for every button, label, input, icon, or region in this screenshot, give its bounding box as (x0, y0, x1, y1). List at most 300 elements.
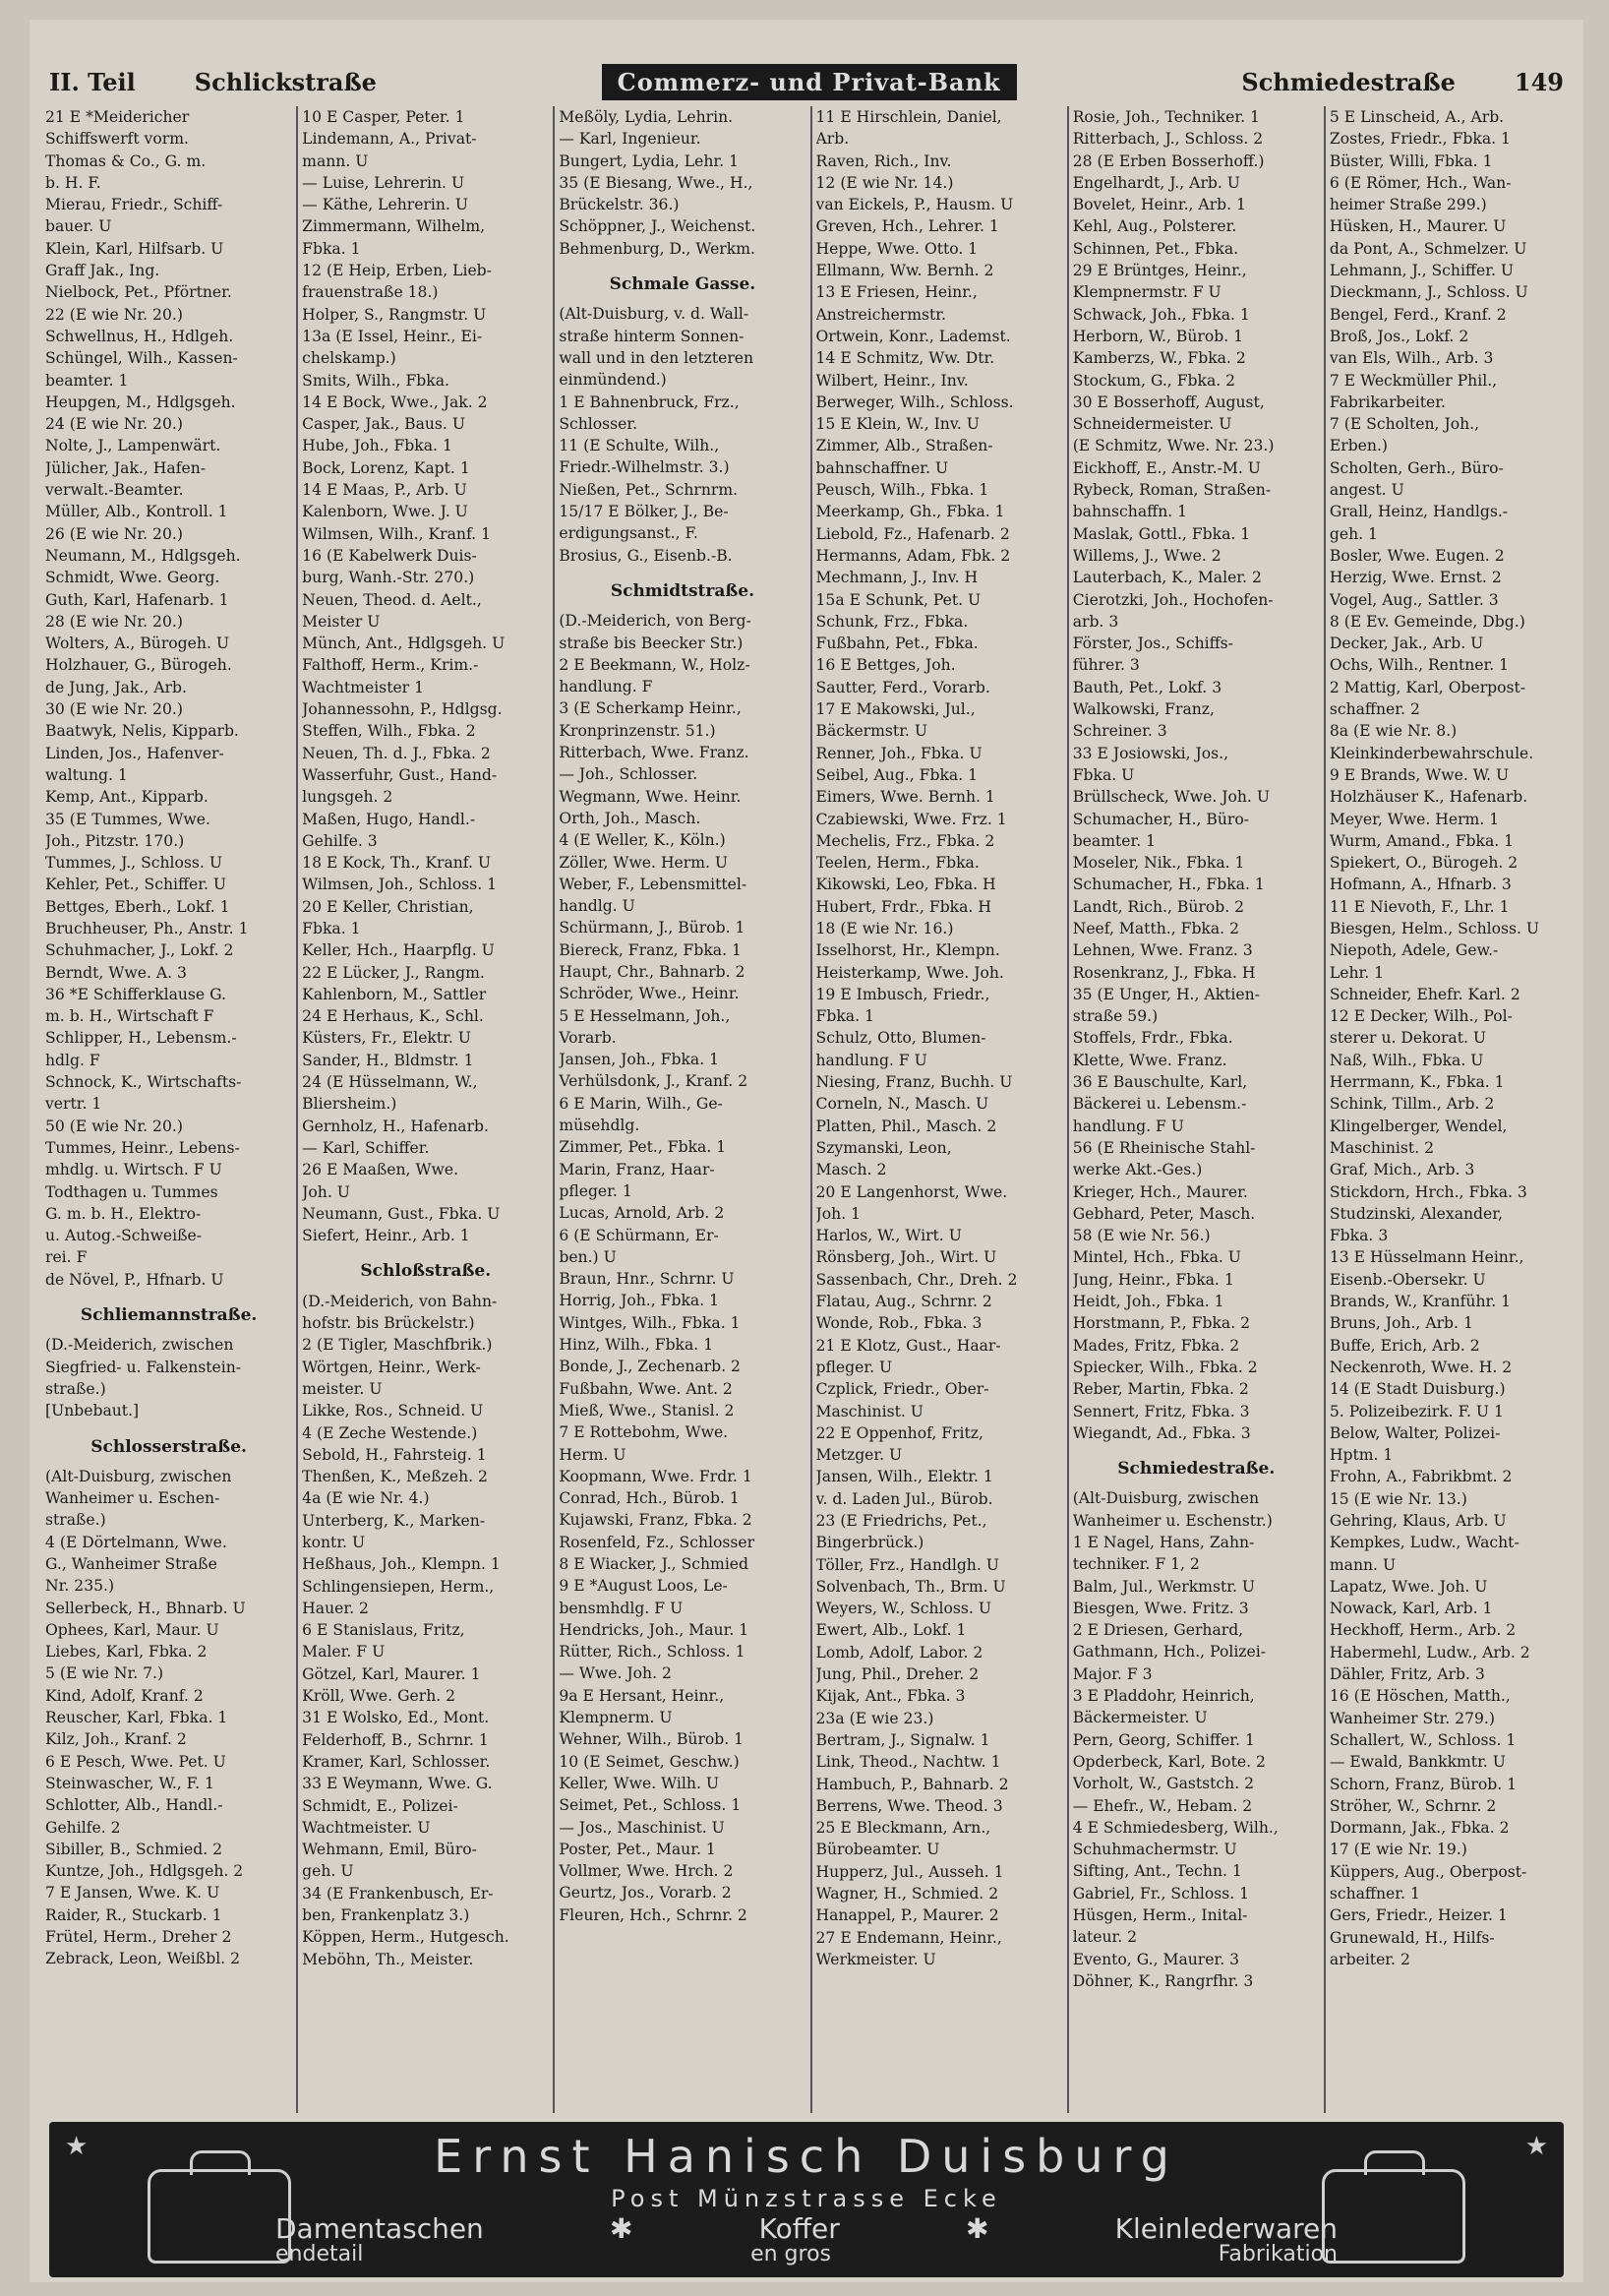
directory-entry: 22 E Oppenhof, Fritz, (815, 1423, 983, 1442)
directory-entry: Steffen, Wilh., Fbka. 2 (302, 722, 476, 741)
directory-entry: Tummes, Heinr., Lebens- (45, 1138, 240, 1157)
directory-entry: Schlotter, Alb., Handl.- (45, 1796, 223, 1815)
directory-entry: Meerkamp, Gh., Fbka. 1 (815, 503, 1005, 521)
directory-entry: Bäckermstr. U (815, 722, 927, 741)
directory-entry: Bürobeamter. U (815, 1841, 940, 1859)
directory-entry: Zebrack, Leon, Weißbl. 2 (45, 1950, 241, 1968)
directory-entry: Fbka. 1 (302, 919, 361, 937)
directory-entry: Hüsgen, Herm., Inital- (1072, 1906, 1248, 1925)
directory-entry: vertr. 1 (45, 1095, 102, 1114)
directory-entry: Gers, Friedr., Heizer. 1 (1329, 1906, 1508, 1925)
directory-entry: Eickhoff, E., Anstr.-M. U (1072, 458, 1261, 477)
directory-entry: straße bis Beecker Str.) (559, 634, 744, 652)
directory-entry: Frütel, Herm., Dreher 2 (45, 1928, 232, 1947)
directory-entry: Fleuren, Hch., Schrnr. 2 (559, 1905, 747, 1924)
directory-entry: 50 (E wie Nr. 20.) (45, 1117, 183, 1135)
directory-entry: Kuntze, Joh., Hdlgsgeh. 2 (45, 1862, 244, 1881)
directory-entry: Förster, Jos., Schiffs- (1072, 634, 1233, 653)
directory-entry: 2 E Beekmann, W., Holz- (559, 655, 750, 674)
directory-entry: chelskamp.) (302, 349, 396, 368)
column-6 (1324, 106, 1580, 2113)
directory-entry: (D.-Meiderich, von Bahn- (302, 1292, 498, 1310)
directory-entry: Peusch, Wilh., Fbka. 1 (815, 481, 989, 500)
directory-entry: Vorarb. (559, 1028, 617, 1047)
directory-entry: ben.) U (559, 1247, 617, 1266)
directory-entry: Bovelet, Heinr., Arb. 1 (1072, 196, 1246, 214)
directory-entry: — Ewald, Bankkmtr. U (1329, 1753, 1506, 1772)
directory-entry: Evento, G., Maurer. 3 (1072, 1950, 1240, 1968)
directory-entry: Lapatz, Wwe. Joh. U (1329, 1577, 1488, 1596)
directory-entry: Arb. (815, 130, 850, 149)
directory-entry: Raider, R., Stuckarb. 1 (45, 1905, 222, 1924)
directory-entry: Schwack, Joh., Fbka. 1 (1072, 305, 1250, 324)
directory-entry: Masch. 2 (815, 1161, 887, 1179)
directory-entry: Wolters, A., Bürogeh. U (45, 634, 229, 653)
directory-entry: Maler. F U (302, 1643, 386, 1662)
directory-entry: Fbka. U (1072, 765, 1135, 784)
directory-entry: Raven, Rich., Inv. (815, 151, 952, 170)
directory-entry: 25 E Bleckmann, Arn., (815, 1819, 991, 1838)
directory-entry: 20 E Keller, Christian, (302, 897, 474, 916)
directory-entry: Hube, Joh., Fbka. 1 (302, 437, 452, 455)
directory-entry: Koopmann, Wwe. Frdr. 1 (559, 1467, 752, 1485)
directory-entry: Corneln, N., Masch. U (815, 1095, 989, 1114)
directory-entry: 15 (E wie Nr. 13.) (1329, 1489, 1467, 1508)
directory-entry: Nolte, J., Lampenwärt. (45, 437, 221, 455)
directory-entry: 5 E Hesselmann, Joh., (559, 1006, 731, 1025)
directory-entry: da Pont, A., Schmelzer. U (1329, 239, 1527, 258)
directory-entry: 13 E Friesen, Heinr., (815, 283, 978, 302)
directory-entry: Brosius, G., Eisenb.-B. (559, 546, 733, 565)
directory-entry: Schumacher, H., Büro- (1072, 810, 1250, 828)
directory-entry: 6 (E Schürmann, Er- (559, 1226, 719, 1244)
directory-entry: Neef, Matth., Fbka. 2 (1072, 919, 1240, 937)
directory-entry: handlung. F U (1072, 1117, 1184, 1135)
column-5 (1067, 106, 1324, 2113)
directory-entry: Gehilfe. 2 (45, 1818, 121, 1837)
ad-company-name: Ernst Hanisch Duisburg (434, 2130, 1179, 2183)
directory-entry: Kehl, Aug., Polsterer. (1072, 217, 1237, 236)
directory-entry: Büster, Willi, Fbka. 1 (1329, 151, 1493, 170)
directory-entry: Hendricks, Joh., Maur. 1 (559, 1620, 749, 1639)
directory-entry: Mechmann, J., Inv. H (815, 569, 979, 587)
directory-entry: — Jos., Maschinist. U (559, 1818, 725, 1837)
ad-product-left: Damentaschen (275, 2212, 484, 2245)
directory-entry: 6 E Stanislaus, Fritz, (302, 1621, 465, 1640)
directory-entry: Poster, Pet., Maur. 1 (559, 1840, 716, 1858)
directory-entry: 22 E Lücker, J., Rangm. (302, 963, 485, 982)
directory-entry: burg, Wanh.-Str. 270.) (302, 569, 475, 587)
directory-entry: Bäckerei u. Lebensm.- (1072, 1095, 1247, 1114)
directory-entry: de Jung, Jak., Arb. (45, 678, 187, 696)
directory-entry: 4 E Schmiedesberg, Wilh., (1072, 1818, 1279, 1837)
directory-entry: Liebold, Fz., Hafenarb. 2 (815, 524, 1010, 543)
ad-product-middle: Koffer (758, 2212, 840, 2245)
directory-entry: Schröder, Wwe., Heinr. (559, 985, 740, 1003)
directory-entry: 18 (E wie Nr. 16.) (815, 919, 954, 937)
directory-entry: Mechelis, Frz., Fbka. 2 (815, 831, 995, 850)
directory-entry: Wurm, Amand., Fbka. 1 (1329, 831, 1515, 850)
directory-entry: Herrmann, K., Fbka. 1 (1329, 1073, 1505, 1092)
directory-columns (41, 106, 1580, 2113)
directory-entry: 20 E Langenhorst, Wwe. (815, 1182, 1008, 1201)
directory-entry: straße hinterm Sonnen- (559, 327, 745, 345)
directory-entry: Scholten, Gerh., Büro- (1329, 458, 1504, 477)
directory-entry: Rosenfeld, Fz., Schlosser (559, 1533, 755, 1551)
directory-entry: Müller, Alb., Kontroll. 1 (45, 503, 228, 521)
directory-entry: Heppe, Wwe. Otto. 1 (815, 239, 979, 258)
directory-entry: 35 (E Biesang, Wwe., H., (559, 173, 753, 192)
directory-entry: Keller, Hch., Haarpflg. U (302, 941, 495, 960)
directory-entry: 28 (E wie Nr. 20.) (45, 612, 183, 631)
directory-entry: 4 (E Zeche Westende.) (302, 1423, 478, 1442)
directory-entry: Teelen, Herm., Fbka. (815, 854, 980, 873)
directory-entry: Heidt, Joh., Fbka. 1 (1072, 1293, 1224, 1311)
directory-entry: Kronprinzenstr. 51.) (559, 721, 716, 740)
directory-entry: Brüllscheck, Wwe. Joh. U (1072, 788, 1270, 807)
directory-entry: Jansen, Joh., Fbka. 1 (559, 1051, 720, 1069)
directory-entry: Maslak, Gottl., Fbka. 1 (1072, 524, 1251, 543)
directory-entry: straße 59.) (1072, 1007, 1159, 1026)
directory-entry: Bungert, Lydia, Lehr. 1 (559, 151, 740, 170)
directory-entry: Johannessohn, P., Hdlgsg. (302, 700, 503, 719)
directory-entry: Lauterbach, K., Maler. 2 (1072, 569, 1262, 587)
directory-entry: Orth, Joh., Masch. (559, 809, 701, 827)
directory-entry: Wanheimer u. Eschenstr.) (1072, 1511, 1273, 1530)
directory-entry: Graff Jak., Ing. (45, 262, 160, 280)
directory-entry: 16 E Bettges, Joh. (815, 656, 956, 675)
directory-entry: Mierau, Friedr., Schiff- (45, 196, 223, 214)
directory-entry: Horrig, Joh., Fbka. 1 (559, 1292, 720, 1310)
directory-entry: Fbka. 1 (815, 1007, 874, 1026)
directory-entry: Lehnen, Wwe. Franz. 3 (1072, 941, 1253, 960)
directory-entry: Broß, Jos., Lokf. 2 (1329, 327, 1469, 345)
directory-entry: Sautter, Ferd., Vorarb. (815, 678, 990, 696)
directory-entry: Spiekert, O., Bürogeh. 2 (1329, 854, 1519, 873)
directory-entry: Joh., Pitzstr. 170.) (45, 831, 185, 850)
directory-entry: 15a E Schunk, Pet. U (815, 590, 982, 609)
directory-entry: Brückelstr. 36.) (559, 196, 680, 214)
directory-entry: 33 E Josiowski, Jos., (1072, 744, 1229, 762)
directory-entry: Heupgen, M., Hdlgsgeh. (45, 393, 236, 411)
directory-entry: Siefert, Heinr., Arb. 1 (302, 1227, 470, 1245)
directory-entry: — Ehefr., W., Hebam. 2 (1072, 1796, 1253, 1815)
directory-entry: Studzinski, Alexander, (1329, 1204, 1503, 1223)
directory-entry: straße.) (45, 1511, 106, 1530)
directory-entry: 7 E Weckmüller Phil., (1329, 371, 1498, 390)
directory-entry: Geurtz, Jos., Vorarb. 2 (559, 1884, 732, 1903)
directory-entry: Greven, Hch., Lehrer. 1 (815, 217, 999, 236)
directory-entry: Schmidt, E., Polizei- (302, 1796, 458, 1815)
directory-entry: Rybeck, Roman, Straßen- (1072, 481, 1272, 500)
directory-entry: Moseler, Nik., Fbka. 1 (1072, 854, 1245, 873)
directory-entry: Unterberg, K., Marken- (302, 1511, 486, 1530)
directory-entry: 16 (E Höschen, Matth., (1329, 1687, 1511, 1706)
directory-entry: Link, Theod., Nachtw. 1 (815, 1753, 1001, 1772)
directory-entry: Schlipper, H., Lebensm.- (45, 1029, 237, 1048)
directory-entry: 9 E Brands, Wwe. W. U (1329, 765, 1510, 784)
column-2 (296, 106, 553, 2113)
directory-entry: Reber, Martin, Fbka. 2 (1072, 1380, 1249, 1399)
directory-entry: Holzhäuser K., Hafenarb. (1329, 788, 1528, 807)
directory-entry: — Karl, Schiffer. (302, 1138, 430, 1157)
ad-separator-icon: ✱ (965, 2212, 989, 2245)
directory-entry: Holper, S., Rangmstr. U (302, 305, 487, 324)
directory-entry: Metzger. U (815, 1446, 903, 1465)
directory-entry: Haupt, Chr., Bahnarb. 2 (559, 962, 745, 981)
directory-entry: Joh. 1 (815, 1204, 862, 1223)
directory-entry: Kijak, Ant., Fbka. 3 (815, 1687, 966, 1706)
directory-entry: Below, Walter, Polizei- (1329, 1423, 1501, 1442)
directory-entry: 9 E *August Loos, Le- (559, 1577, 728, 1596)
directory-entry: schaffner. 2 (1329, 700, 1420, 719)
directory-entry: 56 (E Rheinische Stahl- (1072, 1138, 1256, 1157)
directory-entry: Wilmsen, Joh., Schloss. 1 (302, 876, 498, 894)
directory-entry: Liebes, Karl, Fbka. 2 (45, 1643, 208, 1662)
directory-entry: kontr. U (302, 1534, 366, 1551)
directory-entry: Grunewald, H., Hilfs- (1329, 1928, 1495, 1947)
directory-entry: straße.) (45, 1379, 106, 1398)
directory-entry: bahnschaffn. 1 (1072, 503, 1188, 521)
directory-entry: 26 E Maaßen, Wwe. (302, 1161, 459, 1179)
directory-entry: bahnschaffner. U (815, 458, 949, 477)
directory-entry: 14 E Schmitz, Ww. Dtr. (815, 349, 995, 368)
directory-entry: Buffe, Erich, Arb. 2 (1329, 1336, 1480, 1355)
directory-entry: 17 E Makowski, Jul., (815, 700, 976, 719)
directory-entry: Mieß, Wwe., Stanisl. 2 (559, 1401, 735, 1420)
directory-entry: 36 E Bauschulte, Karl, (1072, 1073, 1248, 1092)
directory-entry: Wintges, Wilh., Fbka. 1 (559, 1313, 741, 1332)
directory-entry: Kalenborn, Wwe. J. U (302, 503, 468, 521)
directory-entry: 4 (E Weller, K., Köln.) (559, 831, 726, 850)
directory-entry: Smits, Wilh., Fbka. (302, 371, 449, 390)
directory-entry: Wonde, Rob., Fbka. 3 (815, 1314, 983, 1333)
directory-entry: Hauer. 2 (302, 1599, 369, 1617)
directory-entry: 15/17 E Bölker, J., Be- (559, 503, 729, 521)
directory-entry: Nielbock, Pet., Pförtner. (45, 283, 232, 302)
directory-entry: Jülicher, Jak., Hafen- (45, 458, 207, 477)
directory-entry: 8 (E Ev. Gemeinde, Dbg.) (1329, 612, 1525, 631)
directory-entry: Falthoff, Herm., Krim.- (302, 656, 479, 675)
directory-entry: 30 E Bosserhoff, August, (1072, 393, 1265, 411)
directory-entry: Maschinist. U (815, 1402, 924, 1420)
directory-entry: 35 (E Unger, H., Aktien- (1072, 985, 1260, 1003)
directory-entry: Wachtmeister 1 (302, 678, 425, 696)
directory-entry: v. d. Laden Jul., Bürob. (815, 1489, 993, 1508)
column-1 (41, 106, 296, 2113)
page-header (49, 59, 1564, 104)
directory-entry: Kilz, Joh., Kranf. 2 (45, 1730, 187, 1749)
directory-entry: Friedr.-Wilhelmstr. 3.) (559, 458, 730, 477)
directory-entry: Sennert, Fritz, Fbka. 3 (1072, 1402, 1250, 1420)
directory-entry: 21 E Klotz, Gust., Haar- (815, 1336, 1001, 1355)
directory-entry: Ortwein, Konr., Lademst. (815, 327, 1011, 345)
directory-entry: mhdlg. u. Wirtsch. F U (45, 1161, 222, 1179)
directory-entry: Harlos, W., Wirt. U (815, 1227, 962, 1245)
directory-entry: 24 (E Hüsselmann, W., (302, 1073, 478, 1092)
directory-entry: Küsters, Fr., Elektr. U (302, 1029, 471, 1048)
directory-entry: angest. U (1329, 481, 1404, 500)
directory-entry: arbeiter. 2 (1329, 1950, 1410, 1968)
directory-entry: Schiffswerft vorm. (45, 130, 189, 149)
directory-entry: Lomb, Adolf, Labor. 2 (815, 1643, 983, 1662)
directory-entry: Heisterkamp, Wwe. Joh. (815, 963, 1004, 982)
column-4 (810, 106, 1067, 2113)
directory-entry: 8a (E wie Nr. 8.) (1329, 722, 1458, 741)
directory-entry: (D.-Meiderich, von Berg- (559, 612, 751, 631)
directory-entry: Küppers, Aug., Oberpost- (1329, 1862, 1527, 1881)
directory-entry: Fbka. 3 (1329, 1227, 1389, 1245)
directory-entry: Schmidt, Wwe. Georg. (45, 569, 220, 587)
directory-entry: Nowack, Karl, Arb. 1 (1329, 1600, 1493, 1618)
directory-entry: Lindemann, A., Privat- (302, 130, 477, 149)
directory-entry: Maschinist. 2 (1329, 1138, 1435, 1157)
directory-entry: Wasserfuhr, Gust., Hand- (302, 765, 498, 784)
directory-entry: Hermanns, Adam, Fbk. 2 (815, 546, 1011, 565)
directory-entry: Hofmann, A., Hfnarb. 3 (1329, 876, 1512, 894)
directory-entry: Gehilfe. 3 (302, 831, 378, 850)
directory-entry: Felderhoff, B., Schrnr. 1 (302, 1730, 489, 1749)
directory-entry: 1 E Nagel, Hans, Zahn- (1072, 1534, 1255, 1551)
directory-entry: 17 (E wie Nr. 19.) (1329, 1841, 1467, 1859)
directory-page (30, 20, 1583, 2282)
bank-banner: Commerz- und Privat-Bank (602, 64, 1017, 100)
directory-entry: Kamberzs, W., Fbka. 2 (1072, 349, 1246, 368)
directory-entry: (Alt-Duisburg, v. d. Wall- (559, 305, 749, 324)
directory-entry: Ophees, Karl, Maur. U (45, 1620, 219, 1639)
directory-entry: Gabriel, Fr., Schloss. 1 (1072, 1884, 1250, 1903)
directory-entry: 14 E Maas, P., Arb. U (302, 481, 467, 500)
directory-entry: Zimmer, Pet., Fbka. 1 (559, 1138, 727, 1157)
directory-entry: 2 (E Tigler, Maschfbrik.) (302, 1336, 493, 1355)
directory-entry: 3 (E Scherkamp Heinr., (559, 699, 742, 718)
directory-entry: Neuen, Theod. d. Aelt., (302, 590, 482, 609)
directory-entry: Linden, Jos., Hafenver- (45, 744, 224, 762)
directory-entry: Meßöly, Lydia, Lehrin. (559, 108, 734, 126)
directory-entry: ben, Frankenplatz 3.) (302, 1906, 470, 1925)
directory-entry: Bliersheim.) (302, 1095, 397, 1114)
directory-entry: Seimet, Pet., Schloss. 1 (559, 1796, 742, 1815)
directory-entry: Schwellnus, H., Hdlgeh. (45, 327, 234, 345)
directory-entry: 6 (E Römer, Hch., Wan- (1329, 173, 1512, 192)
directory-entry: Schüngel, Wilh., Kassen- (45, 349, 238, 368)
directory-entry: Vogel, Aug., Sattler. 3 (1329, 590, 1499, 609)
directory-entry: hdlg. F (45, 1051, 100, 1069)
directory-entry: Schinnen, Pet., Fbka. (1072, 239, 1239, 258)
directory-entry: Verhülsdonk, J., Kranf. 2 (559, 1072, 748, 1091)
directory-entry: Biesgen, Helm., Schloss. U (1329, 919, 1540, 937)
directory-entry: 3 E Pladdohr, Heinrich, (1072, 1687, 1255, 1706)
directory-entry: 5. Polizeibezirk. F. U 1 (1329, 1402, 1504, 1420)
directory-entry: Schuhmachermstr. U (1072, 1841, 1237, 1859)
directory-entry: handlung. F (559, 678, 653, 696)
directory-entry: Naß, Wilh., Fbka. U (1329, 1051, 1484, 1069)
directory-entry: Hupperz, Jul., Ausseh. 1 (815, 1862, 1004, 1881)
directory-entry: Anstreichermstr. (815, 305, 946, 324)
directory-entry: Herzig, Wwe. Ernst. 2 (1329, 569, 1502, 587)
directory-entry: Mintel, Hch., Fbka. U (1072, 1248, 1241, 1267)
directory-entry: de Növel, P., Hfnarb. U (45, 1270, 224, 1289)
directory-entry: Fußbahn, Pet., Fbka. (815, 634, 979, 653)
directory-entry: Jung, Phil., Dreher. 2 (815, 1665, 980, 1684)
street-heading: Schmidtstraße. (610, 580, 755, 601)
directory-entry: Grall, Heinz, Handlgs.- (1329, 503, 1509, 521)
directory-entry: van Els, Wilh., Arb. 3 (1329, 349, 1494, 368)
directory-entry: Schink, Tillm., Arb. 2 (1329, 1095, 1495, 1114)
directory-entry: Meister U (302, 612, 381, 631)
directory-entry: Schneider, Ehefr. Karl. 2 (1329, 985, 1520, 1003)
directory-entry: (Alt-Duisburg, zwischen (1072, 1489, 1260, 1508)
directory-entry: Krieger, Hch., Maurer. (1072, 1182, 1248, 1201)
suitcase-icon (1322, 2169, 1465, 2264)
directory-entry: Schlosser. (559, 414, 638, 433)
directory-entry: Bingerbrück.) (815, 1534, 924, 1552)
directory-entry: Münch, Ant., Hdlgsgeh. U (302, 634, 506, 653)
directory-entry: schaffner. 1 (1329, 1885, 1420, 1903)
directory-entry: Bosler, Wwe. Eugen. 2 (1329, 546, 1505, 565)
directory-entry: Werkmeister. U (815, 1950, 936, 1968)
directory-entry: 23 (E Friedrichs, Pet., (815, 1512, 987, 1530)
directory-entry: 11 E Nievoth, F., Lhr. 1 (1329, 897, 1510, 916)
directory-entry: Neckenroth, Wwe. H. 2 (1329, 1358, 1513, 1376)
directory-entry: Kahlenborn, M., Sattler (302, 985, 487, 1003)
directory-entry: waltung. 1 (45, 765, 128, 784)
directory-entry: Wehner, Wilh., Bürob. 1 (559, 1730, 745, 1749)
directory-entry: Töller, Frz., Handlgh. U (815, 1555, 999, 1574)
directory-entry: Marin, Franz, Haar- (559, 1160, 715, 1178)
right-street-heading: Schmiedestraße (1241, 67, 1456, 96)
handbag-icon (148, 2169, 291, 2264)
directory-entry: Kind, Adolf, Kranf. 2 (45, 1686, 204, 1705)
directory-entry: Thenßen, K., Meßzeh. 2 (302, 1468, 488, 1486)
directory-entry: Niepoth, Adele, Gew.- (1329, 941, 1499, 960)
directory-entry: Döhner, K., Rangrfhr. 3 (1072, 1971, 1254, 1990)
directory-entry: Jansen, Wilh., Elektr. 1 (815, 1468, 993, 1486)
directory-entry: 24 (E wie Nr. 20.) (45, 415, 183, 434)
directory-entry: Brands, W., Kranführ. 1 (1329, 1293, 1512, 1311)
directory-entry: Wanheimer Str. 279.) (1329, 1709, 1495, 1727)
directory-entry: Hptm. 1 (1329, 1446, 1394, 1465)
directory-entry: Holzhauer, G., Bürogeh. (45, 656, 232, 675)
directory-entry: Bengel, Ferd., Kranf. 2 (1329, 305, 1507, 324)
directory-entry: Schulz, Otto, Blumen- (815, 1029, 986, 1048)
directory-entry: 18 E Kock, Th., Kranf. U (302, 854, 492, 873)
directory-entry: beamter. 1 (1072, 831, 1157, 850)
directory-entry: Tummes, J., Schloss. U (45, 854, 222, 873)
directory-entry: Bettges, Eberh., Lokf. 1 (45, 897, 230, 916)
directory-entry: Graf, Mich., Arb. 3 (1329, 1161, 1475, 1179)
street-heading: Schliemannstraße. (80, 1305, 258, 1326)
directory-entry: Gernholz, H., Hafenarb. (302, 1117, 489, 1135)
directory-entry: Ströher, W., Schrnr. 2 (1329, 1796, 1497, 1815)
directory-entry: 7 (E Scholten, Joh., (1329, 415, 1480, 434)
directory-entry: Engelhardt, J., Arb. U (1072, 173, 1240, 192)
directory-entry: Thomas & Co., G. m. (45, 151, 207, 170)
directory-entry: Rosie, Joh., Techniker. 1 (1072, 108, 1260, 126)
directory-entry: Schunk, Frz., Fbka. (815, 612, 969, 631)
directory-entry: Gathmann, Hch., Polizei- (1072, 1643, 1267, 1662)
directory-entry: [Unbebaut.] (45, 1402, 140, 1420)
directory-entry: Wagner, H., Schmied. 2 (815, 1885, 999, 1903)
directory-entry: 34 (E Frankenbusch, Er- (302, 1884, 494, 1903)
directory-entry: Klein, Karl, Hilfsarb. U (45, 239, 224, 258)
directory-entry: Neumann, Gust., Fbka. U (302, 1204, 501, 1223)
directory-entry: (Alt-Duisburg, zwischen (45, 1467, 232, 1485)
directory-entry: Wanheimer u. Eschen- (45, 1489, 220, 1508)
directory-entry: Nießen, Pet., Schrnrm. (559, 480, 739, 499)
directory-entry: Erben.) (1329, 437, 1388, 455)
directory-entry: Zöller, Wwe. Herm. U (559, 853, 729, 872)
